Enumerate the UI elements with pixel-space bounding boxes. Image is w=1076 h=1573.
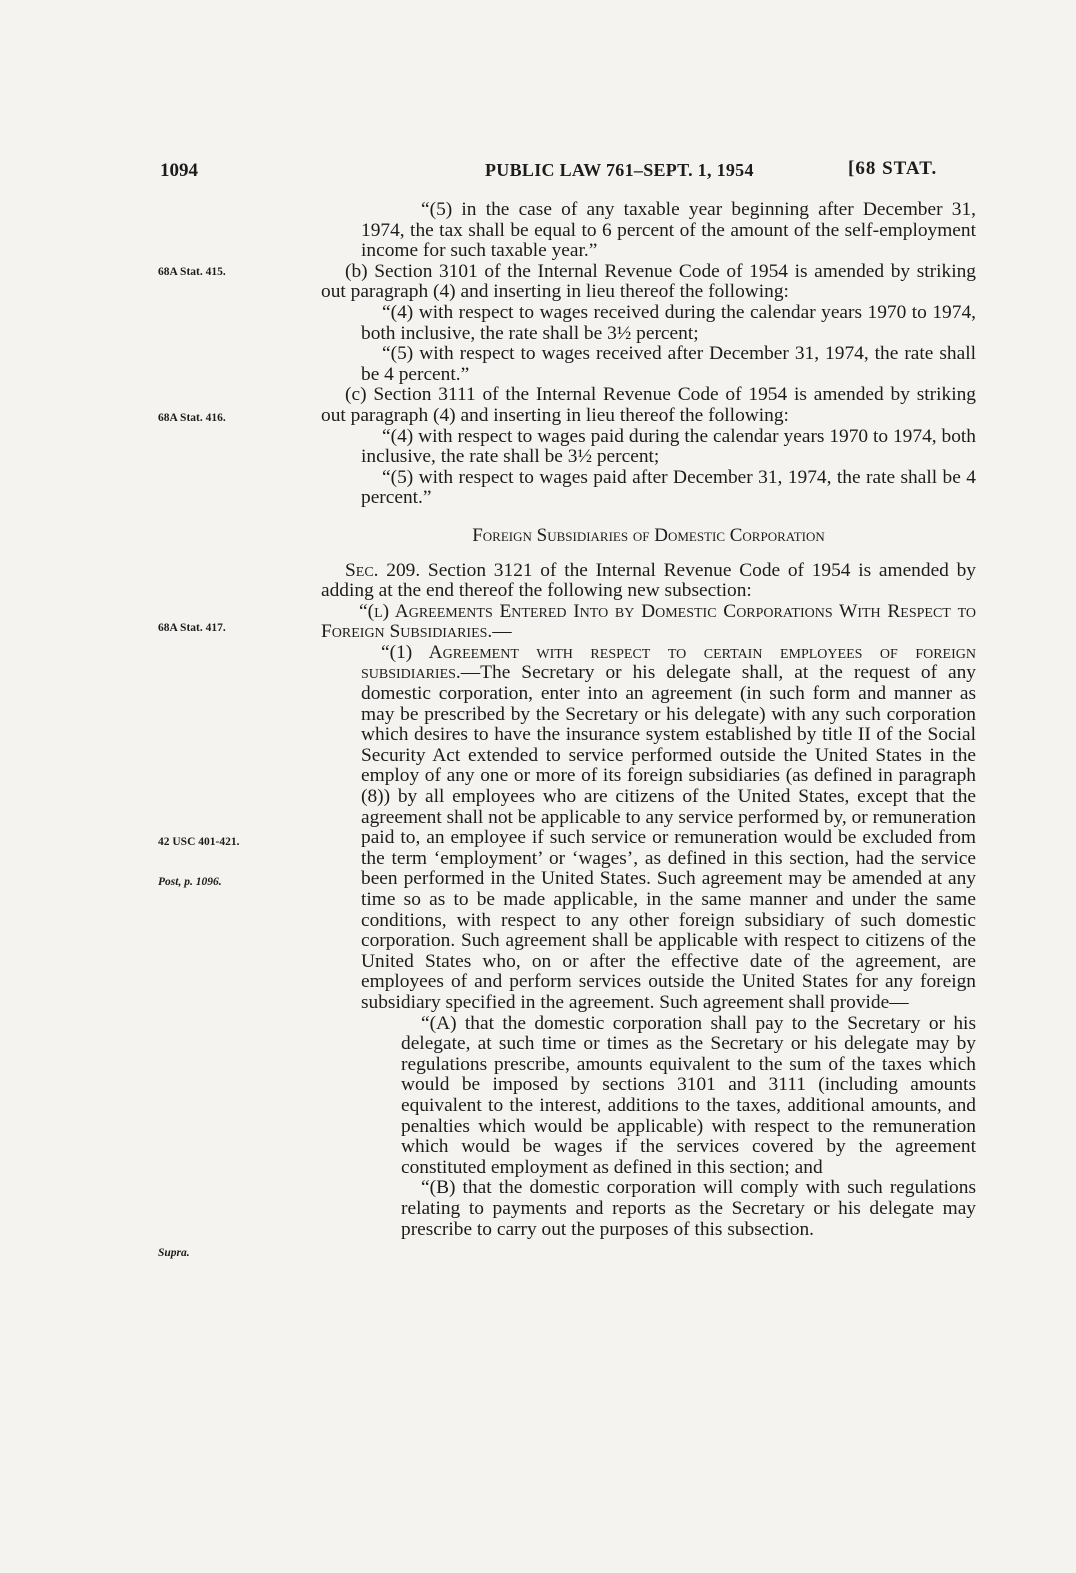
paragraph-5-wages-paid: “(5) with respect to wages paid after December 31, 1974, the rate shall be 4 percent.” (361, 466, 976, 509)
paragraph-1-text: The Secretary or his delegate shall, at the request of any domestic corporation, enter into an agreement (in such form and manner as may be prescribed by the Secretary or his delegate) with any such corporation which desires to have the insurance system established by title II of the Social Security Act extended to service performed outside the United States in the employ of any one or more of its foreign subsidiaries (as defined in paragraph (8)) by all employees who are citizens of the United States, except that the agreement shall not be applicable to any service performed by, or remuneration paid to, an employee if such service or remuneration would be excluded from the term ‘employment’ or ‘wages’, as defined in this section, had the service been performed in the United States. Such agreement may be amended at any time so as to be made applicable, in the same manner and under the same conditions, with respect to any other foreign subsidiary of such domestic corporation. Such agreement shall be applicable with respect to citizens of the United States who, on or after the effective date of the agreement, are employees of and perform services outside the United States for any foreign subsidiary specified in the agreement. Such agreement shall provide— (361, 662, 976, 1013)
paragraph-4-wages-received: “(4) with respect to wages received during the calendar years 1970 to 1974, both inclusive, the rate shall be 3½ percent; (361, 301, 976, 344)
paragraph-1-agreement (321, 643, 976, 1014)
paragraph-5-wages-received: “(5) with respect to wages received after December 31, 1974, the rate shall be 4 percent.” (361, 343, 976, 385)
section-209-text: Section 3121 of the Internal Revenue Code of 1954 is amended by adding at the end thereof the following new subsection: (321, 559, 976, 602)
volume-mark: [68 STAT. (848, 158, 938, 179)
body-text (321, 200, 976, 1240)
margin-note-68a-416: 68A Stat. 416. (158, 412, 226, 424)
subsection-c: (c) Section 3111 of the Internal Revenue Code of 1954 is amended by striking out paragraph (4) and inserting in lieu thereof the following: (321, 384, 976, 426)
subsection-b: (b) Section 3101 of the Internal Revenue Code of 1954 is amended by striking out paragraph (4) and inserting in lieu thereof the following: (321, 260, 976, 303)
section-209 (321, 561, 976, 602)
section-209-label: Sec. 209. (345, 559, 421, 581)
margin-note-post: Post, p. 1096. (158, 876, 222, 888)
margin-note-68a-417: 68A Stat. 417. (158, 622, 226, 634)
margin-note-68a-415: 68A Stat. 415. (158, 266, 226, 278)
margin-note-42-usc: 42 USC 401-421. (158, 836, 240, 848)
paragraph-1-heading: “(1) Agreement with respect to certain employees of foreign subsidiaries.— (361, 641, 976, 684)
clause-b: “(B) that the domestic corporation will comply with such regulations relating to payments and reports as the Secretary or his delegate may prescribe to carry out the purposes of this subsection. (401, 1177, 976, 1240)
page-header (0, 160, 1076, 190)
section-heading: Foreign Subsidiaries of Domestic Corporation (472, 524, 825, 546)
page-number: 1094 (160, 160, 198, 181)
paragraph-5-self-employment: “(5) in the case of any taxable year beginning after December 31, 1974, the tax shall be equal to 6 percent of the amount of the self-employment income for such taxable year.” (361, 199, 976, 262)
running-title: PUBLIC LAW 761–SEPT. 1, 1954 (485, 160, 754, 180)
subsection-l-heading: “(l) Agreements Entered Into by Domestic Corporations With Respect to Foreign Subsidiaries.— (321, 600, 976, 643)
margin-note-supra: Supra. (158, 1247, 190, 1259)
clause-a: “(A) that the domestic corporation shall pay to the Secretary or his delegate, at such time or times as the Secretary or his delegate may by regulations prescribe, amounts equivalent to the sum of the taxes which would be imposed by sections 3101 and 3111 (including amounts equivalent to the interest, additions to the taxes, additional amounts, and penalties which would be applicable) with respect to the remuneration which would be wages if the services covered by the agreement constituted employment as defined in this section; and (401, 1012, 976, 1178)
paragraph-4-wages-paid: “(4) with respect to wages paid during the calendar years 1970 to 1974, both inclusive, the rate shall be 3½ percent; (361, 425, 976, 468)
